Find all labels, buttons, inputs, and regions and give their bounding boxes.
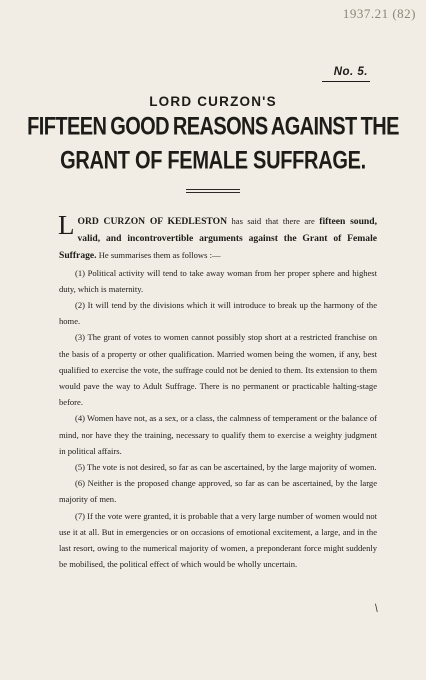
title-divider-bottom (186, 192, 240, 193)
pen-tick-mark: / (372, 602, 381, 615)
reason-paragraph: (2) It will tend by the divisions which it will introduce to break up the harmony of the home. (59, 300, 377, 327)
title-divider-top (186, 189, 240, 190)
reason-paragraph: (5) The vote is not desired, so far as can be ascertained, by the large majority of women. (75, 462, 377, 473)
intro-paragraph (58, 210, 377, 265)
document-number: No. 5. (333, 66, 368, 78)
reason-paragraph: (1) Political activity will tend to take away woman from her proper sphere and highest duty, which is maternity. (59, 267, 377, 294)
archive-reference-note: 1937.21 (82) (342, 6, 416, 21)
intro-text-b: He summarises them as follows :— (96, 250, 221, 261)
reason-paragraph: (4) Women have not, as a sex, or a class, the calmness of temperament or the balance of mind, nor have they the training, necessary to qualify them to exercise a weighty judgment in political affairs. (59, 413, 377, 456)
title-line-2: FIFTEEN GOOD REASONS AGAINST THE (27, 113, 399, 141)
title-line-1: LORD CURZON'S (149, 94, 277, 109)
intro-name: ORD CURZON OF KEDLESTON (77, 216, 228, 227)
document-body (58, 210, 377, 572)
reason-paragraph: (7) If the vote were granted, it is probable that a very large number of women would not use it at all. But in emergencies or on occasions of emotional excitement, a large, and in the last resort, owing to the numerical majority of women, a preponderant force might suddenly be mobilised, the political effect of which would be wholly uncertain. (59, 510, 377, 570)
reason-paragraph: (6) Neither is the proposed change approved, so far as can be ascertained, by the large majority of men. (59, 478, 377, 505)
intro-text-a: has said that there are (227, 216, 320, 226)
reason-paragraph: (3) The grant of votes to women cannot possibly stop short at a restricted franchise on the basis of a property or other qualification. Married women being the women, if any, best qualified to exercise the vote, the suffrage could not be denied to them. Its extension to them would pave the way to Adult Suffrage. There is no permanent or practicable halting-stage before. (59, 332, 377, 408)
drop-cap: L (58, 210, 75, 240)
document-number-underline (322, 81, 370, 82)
title-line-3: GRANT OF FEMALE SUFFRAGE. (60, 147, 366, 175)
intro-emphasis: fifteen sound, valid, and incontrovertible arguments against the Grant of Female Suffrage. (59, 216, 377, 262)
